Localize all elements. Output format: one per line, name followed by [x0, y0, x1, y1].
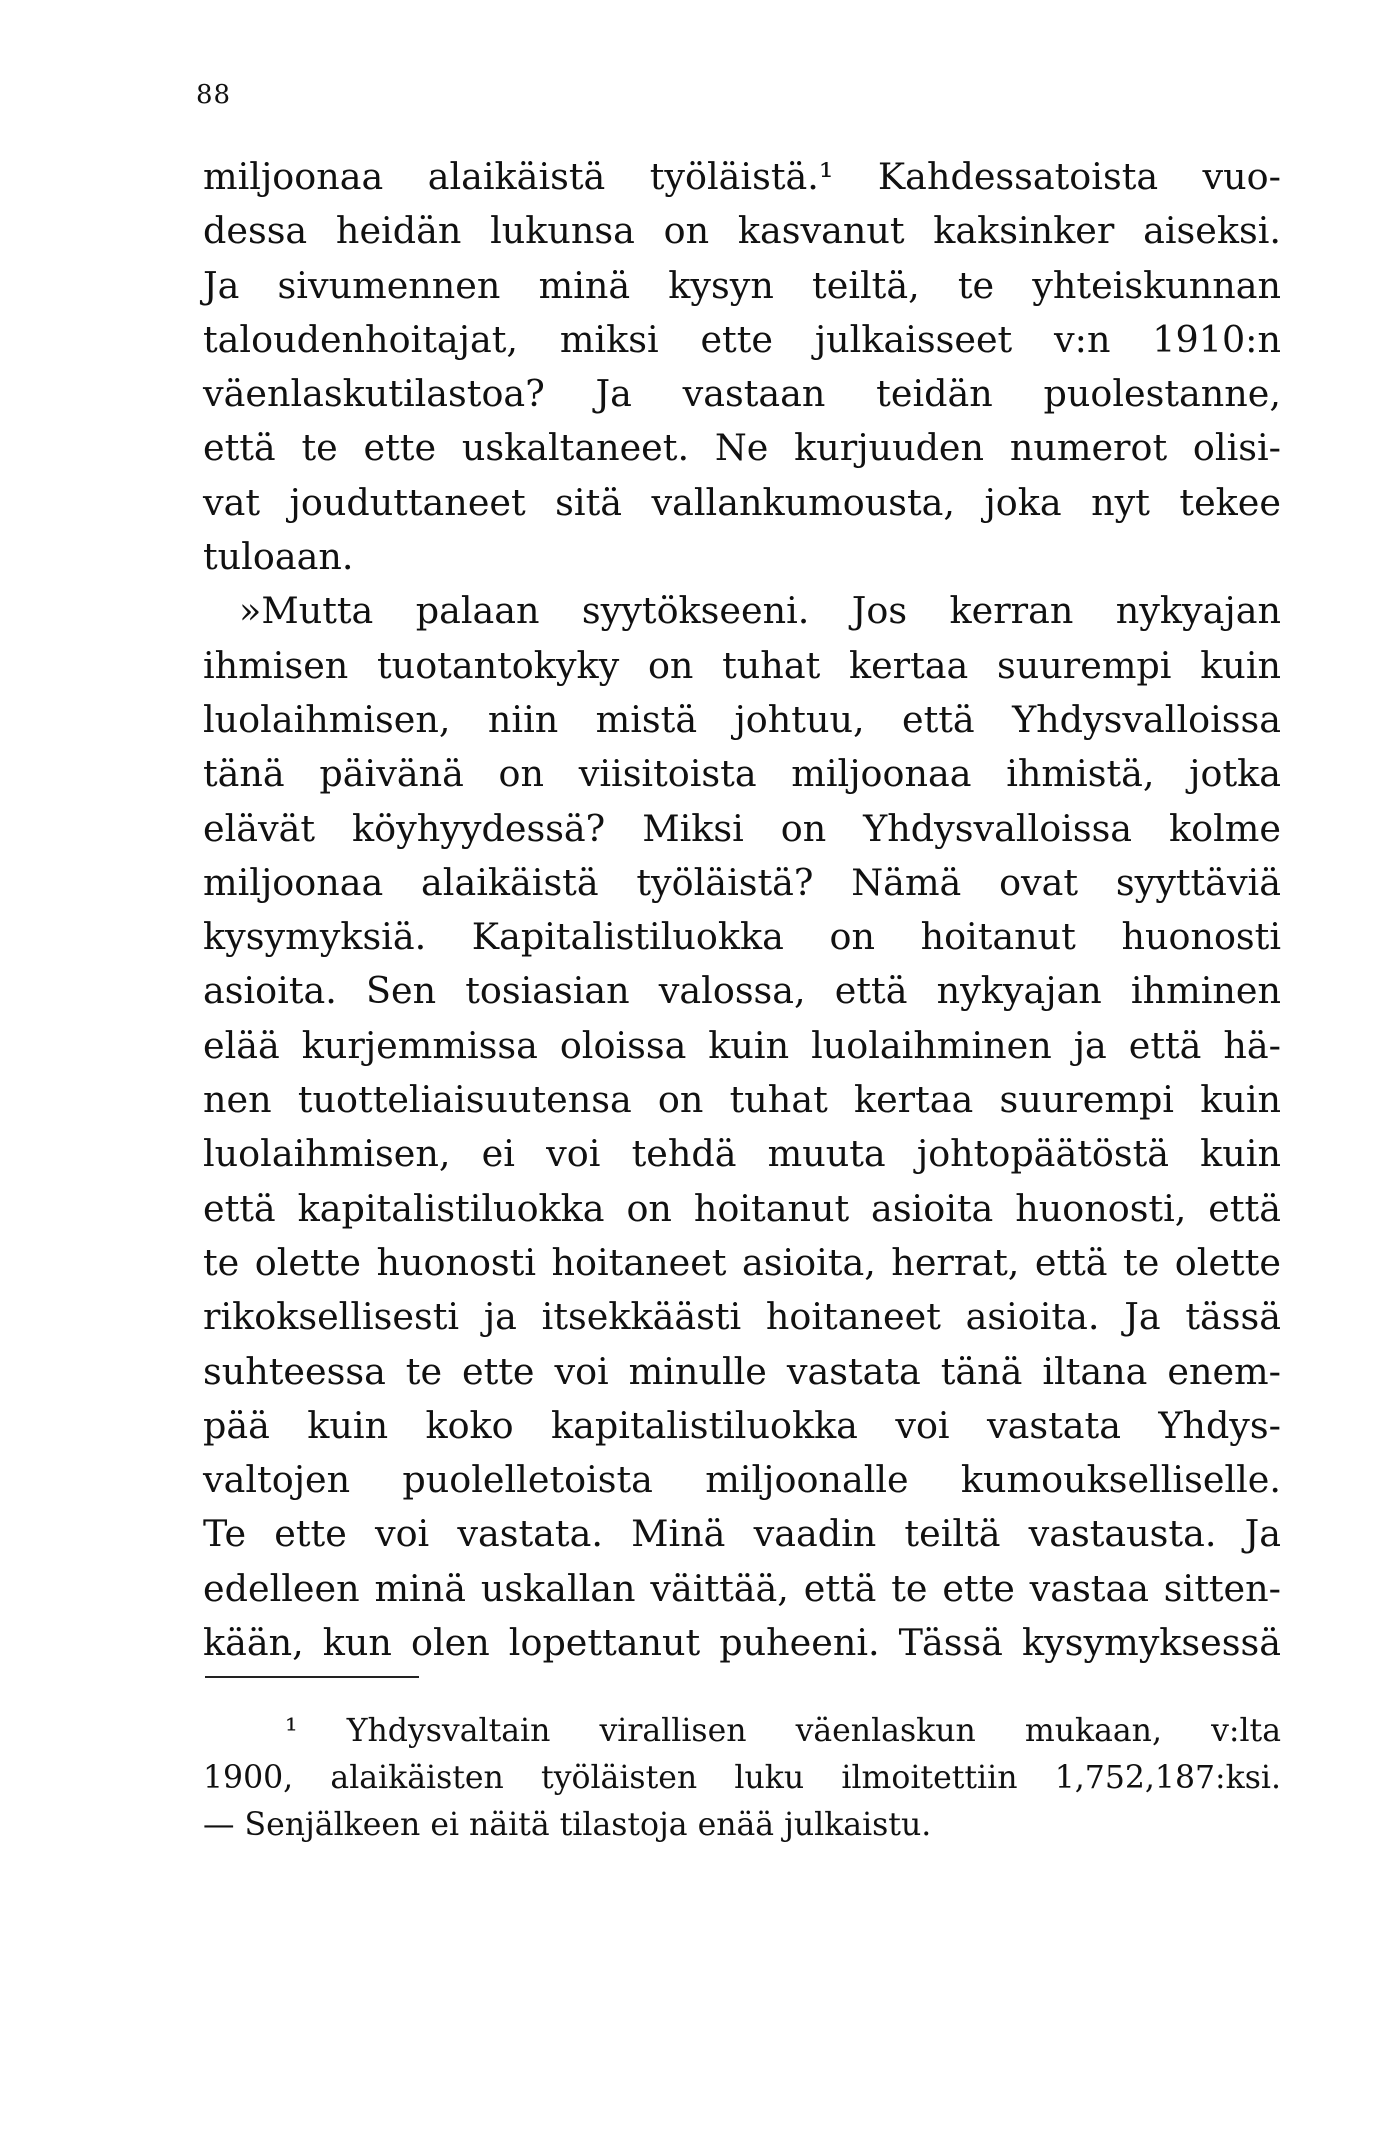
text-line: »Mutta palaan syytökseeni. Jos kerran nykyajan	[239, 589, 1281, 633]
text-line: dessa heidän lukunsa on kasvanut kaksinker aiseksi.	[203, 209, 1281, 253]
text-line: väenlaskutilastoa? Ja vastaan teidän puolestanne,	[203, 372, 1281, 416]
text-line: kysymyksiä. Kapitalistiluokka on hoitanut huonosti	[203, 915, 1281, 959]
footnote-line: ¹ Yhdysvaltain virallisen väenlaskun mukaan, v:lta	[285, 1713, 1281, 1749]
text-line: te olette huonosti hoitaneet asioita, herrat, että te olette	[203, 1240, 1281, 1284]
text-line: tuloaan.	[203, 535, 354, 579]
footnote-divider	[205, 1676, 419, 1678]
text-line: vat jouduttaneet sitä vallankumousta, joka nyt tekee	[203, 480, 1281, 524]
text-line: nen tuotteliaisuutensa on tuhat kertaa suurempi kuin	[203, 1078, 1281, 1122]
text-line: Te ette voi vastata. Minä vaadin teiltä vastausta. Ja	[203, 1512, 1281, 1556]
text-line: luolaihmisen, ei voi tehdä muuta johtopäätöstä kuin	[203, 1132, 1281, 1176]
text-line: että te ette uskaltaneet. Ne kurjuuden numerot olisi-	[203, 426, 1281, 470]
text-line: taloudenhoitajat, miksi ette julkaisseet v:n 1910:n	[203, 317, 1281, 361]
text-line: ihmisen tuotantokyky on tuhat kertaa suurempi kuin	[203, 643, 1281, 687]
text-line: rikoksellisesti ja itsekkäästi hoitaneet asioita. Ja tässä	[203, 1295, 1281, 1339]
text-line: valtojen puolelletoista miljoonalle kumoukselliselle.	[203, 1458, 1281, 1502]
text-line: pää kuin koko kapitalistiluokka voi vastata Yhdys-	[203, 1403, 1281, 1447]
text-line: edelleen minä uskallan väittää, että te ette vastaa sitten-	[203, 1566, 1281, 1610]
text-line: Ja sivumennen minä kysyn teiltä, te yhteiskunnan	[203, 263, 1281, 307]
footnote	[203, 1708, 1281, 1849]
text-line: asioita. Sen tosiasian valossa, että nykyajan ihminen	[203, 969, 1281, 1013]
text-line: miljoonaa alaikäistä työläistä? Nämä ovat syyttäviä	[203, 860, 1281, 904]
text-line: suhteessa te ette voi minulle vastata tänä iltana enem-	[203, 1349, 1281, 1393]
body-text	[203, 150, 1281, 1670]
footnote-line: — Senjälkeen ei näitä tilastoja enää julkaistu.	[203, 1807, 932, 1843]
text-line: elää kurjemmissa oloissa kuin luolaihminen ja että hä-	[203, 1023, 1281, 1067]
text-line: luolaihmisen, niin mistä johtuu, että Yhdysvalloissa	[203, 697, 1281, 741]
text-line: että kapitalistiluokka on hoitanut asioita huonosti, että	[203, 1186, 1281, 1230]
page-number: 88	[196, 80, 232, 110]
text-line: kään, kun olen lopettanut puheeni. Tässä kysymyksessä	[203, 1621, 1281, 1665]
text-line: elävät köyhyydessä? Miksi on Yhdysvalloissa kolme	[203, 806, 1281, 850]
text-line: miljoonaa alaikäistä työläistä.¹ Kahdessatoista vuo-	[203, 155, 1281, 198]
text-line: tänä päivänä on viisitoista miljoonaa ihmistä, jotka	[203, 752, 1281, 796]
footnote-line: 1900, alaikäisten työläisten luku ilmoitettiin 1,752,187:ksi.	[203, 1760, 1281, 1796]
